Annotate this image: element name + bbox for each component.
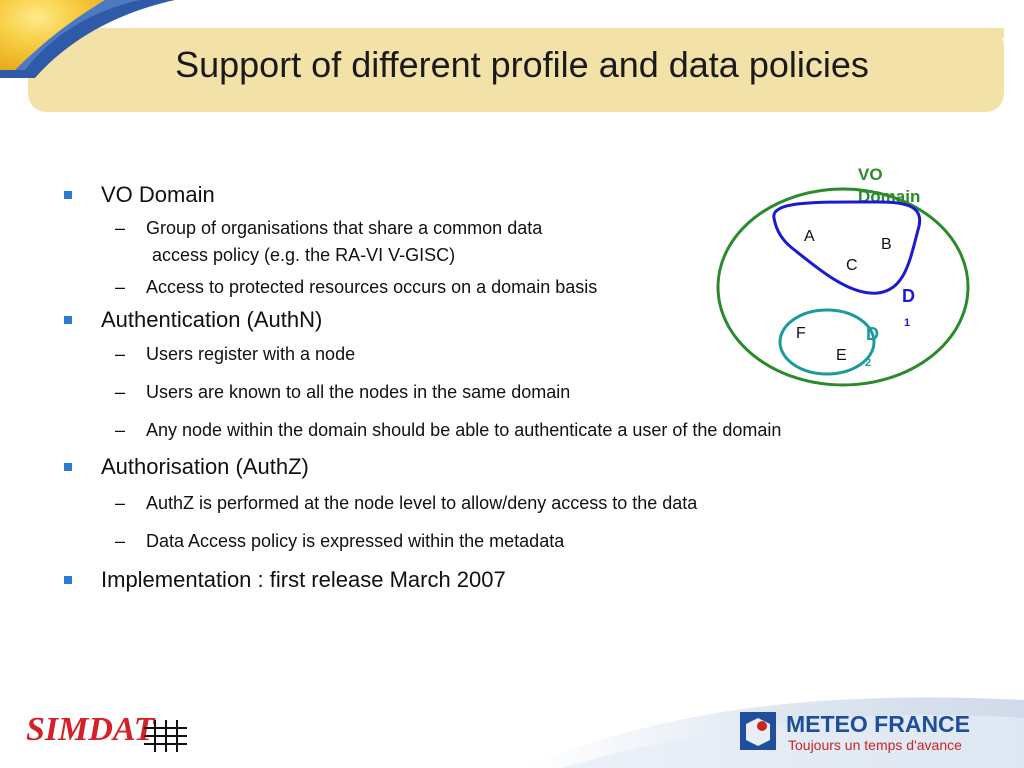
dash-marker: – <box>115 420 126 440</box>
sub-bullet-text: Any node within the domain should be able to authenticate a user of the domain <box>146 420 782 440</box>
sub-bullet-continuation: access policy (e.g. the RA-VI V-GISC) <box>152 245 456 265</box>
sub-bullet-text: Users register with a node <box>146 344 356 364</box>
dash-marker: – <box>115 344 126 364</box>
bullet-text: Implementation : first release March 2007 <box>101 567 506 592</box>
square-bullet-icon <box>64 191 72 199</box>
square-bullet-icon <box>64 463 72 471</box>
node-c: C <box>846 257 858 274</box>
domain-d1-outline <box>774 202 920 293</box>
node-b: B <box>881 236 892 253</box>
sub-bullet-item <box>60 531 980 552</box>
bullet-text: VO Domain <box>101 182 215 207</box>
node-a: A <box>804 228 815 245</box>
sub-bullet-item <box>60 420 980 441</box>
sub-bullet-text: Data Access policy is expressed within the metadata <box>146 531 565 551</box>
simdat-logo <box>24 706 194 763</box>
square-bullet-icon <box>64 316 72 324</box>
vo-domain-label: VO Domain <box>858 165 921 206</box>
domain-d2-label: D <box>866 324 879 344</box>
sub-bullet-text: AuthZ is performed at the node level to allow/deny access to the data <box>146 493 698 513</box>
dash-marker: – <box>115 218 126 238</box>
sub-bullet-item <box>60 493 980 514</box>
domain-d2-subscript: 2 <box>865 357 872 369</box>
meteo-france-logo <box>740 708 1010 761</box>
slide-title: Support of different profile and data policies <box>175 44 869 85</box>
meteo-france-logo-graphic <box>740 708 1010 756</box>
domain-d2-ellipse <box>780 310 874 374</box>
svg-text:METEO FRANCE: METEO FRANCE <box>786 711 970 737</box>
dash-marker: – <box>115 531 126 551</box>
dash-marker: – <box>115 277 126 297</box>
square-bullet-icon <box>64 576 72 584</box>
dash-marker: – <box>115 493 126 513</box>
sub-bullet-text: Users are known to all the nodes in the same domain <box>146 382 571 402</box>
node-e: E <box>836 347 847 364</box>
node-f: F <box>796 325 806 342</box>
domain-d1-subscript: 1 <box>904 317 911 329</box>
domain-d1-label: D <box>902 286 915 306</box>
svg-text:Toujours un temps d'avance: Toujours un temps d'avance <box>788 737 962 753</box>
bullet-text: Authorisation (AuthZ) <box>101 454 309 479</box>
bullet-text: Authentication (AuthN) <box>101 307 323 332</box>
vo-domain-diagram <box>710 160 980 390</box>
svg-text:SIMDAT: SIMDAT <box>26 711 155 748</box>
simdat-logo-graphic <box>24 706 194 758</box>
sub-bullet-text: Access to protected resources occurs on a domain basis <box>146 277 598 297</box>
dash-marker: – <box>115 382 126 402</box>
bullet-item <box>60 567 980 593</box>
sub-bullet-text: Group of organisations that share a common data <box>146 218 543 238</box>
bullet-item <box>60 454 980 480</box>
